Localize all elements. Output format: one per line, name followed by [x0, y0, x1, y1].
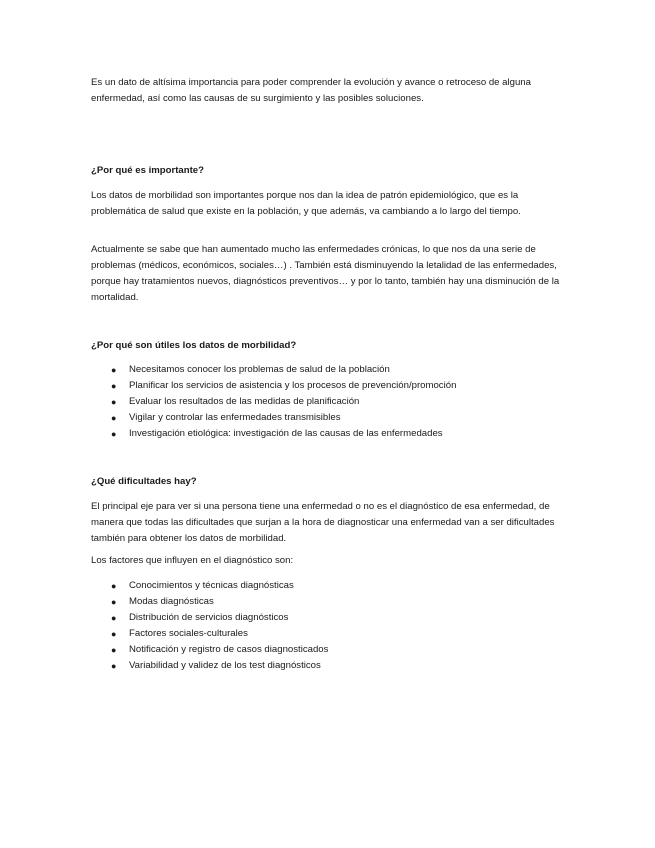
difficulties-paragraph-1: El principal eje para ver si una persona tiene una enfermedad o no es el diagnóstico de esa enfermedad, de manera que todas las dificultades que surjan a la hora de diagnosticar una enfermedad van a ser dificultades también para obtener los datos de morbilidad.: [91, 501, 555, 544]
intro-paragraph: Es un dato de altísima importancia para poder comprender la evolución y avance o retroceso de alguna enfermedad, así como las causas de su surgimiento y las posibles soluciones.: [91, 77, 531, 104]
factors-list: [91, 578, 569, 674]
usefulness-list-block: [91, 362, 569, 442]
difficulties-paragraph-2: Los factores que influyen en el diagnóstico son:: [91, 555, 294, 566]
list-item: ● Variabilidad y validez de los test diagnósticos: [91, 658, 569, 674]
list-item: ● Conocimientos y técnicas diagnósticas: [91, 578, 569, 594]
bullet-icon: ●: [111, 597, 117, 607]
bullet-icon: ●: [111, 397, 117, 407]
importance-paragraph-2-block: [91, 242, 569, 306]
bullet-icon: ●: [111, 381, 117, 391]
difficulties-paragraph-1-block: [91, 499, 569, 547]
usefulness-list: [91, 362, 569, 442]
bullet-icon: ●: [111, 429, 117, 439]
list-item: ● Vigilar y controlar las enfermedades transmisibles: [91, 410, 569, 426]
section-importance: [91, 163, 569, 179]
section-usefulness: [91, 338, 569, 354]
list-item: ● Notificación y registro de casos diagnosticados: [91, 642, 569, 658]
section-heading-usefulness: ¿Por qué son útiles los datos de morbilidad?: [91, 340, 297, 351]
bullet-icon: ●: [111, 629, 117, 639]
bullet-icon: ●: [111, 613, 117, 623]
list-item: ● Evaluar los resultados de las medidas de planificación: [91, 394, 569, 410]
list-item: ● Investigación etiológica: investigación de las causas de las enfermedades: [91, 426, 569, 442]
section-heading-difficulties: ¿Qué dificultades hay?: [91, 476, 197, 487]
list-item: ● Necesitamos conocer los problemas de salud de la población: [91, 362, 569, 378]
importance-paragraph-2: Actualmente se sabe que han aumentado mucho las enfermedades crónicas, lo que nos da una serie de problemas (médicos, económicos, sociales…) . También está disminuyendo la letalidad de las enfermedades, porque hay tratamientos nuevos, diagnósticos preventivos… y por lo tanto, también hay una disminución de la mortalidad.: [91, 244, 560, 303]
list-item: ● Factores sociales-culturales: [91, 626, 569, 642]
difficulties-paragraph-2-block: [91, 553, 569, 569]
bullet-icon: ●: [111, 581, 117, 591]
importance-paragraph-1: Los datos de morbilidad son importantes porque nos dan la idea de patrón epidemiológico, que es la problemática de salud que existe en la población, y que además, va cambiando a lo largo del tiempo.: [91, 190, 521, 217]
section-heading-importance: ¿Por qué es importante?: [91, 165, 205, 176]
bullet-icon: ●: [111, 661, 117, 671]
factors-list-block: [91, 578, 569, 674]
list-item: ● Distribución de servicios diagnósticos: [91, 610, 569, 626]
section-difficulties: [91, 474, 569, 490]
list-item: ● Planificar los servicios de asistencia y los procesos de prevención/promoción: [91, 378, 569, 394]
list-item: ● Modas diagnósticas: [91, 594, 569, 610]
bullet-icon: ●: [111, 413, 117, 423]
intro-block: [91, 75, 569, 107]
importance-paragraph-1-block: [91, 188, 569, 220]
bullet-icon: ●: [111, 365, 117, 375]
bullet-icon: ●: [111, 645, 117, 655]
